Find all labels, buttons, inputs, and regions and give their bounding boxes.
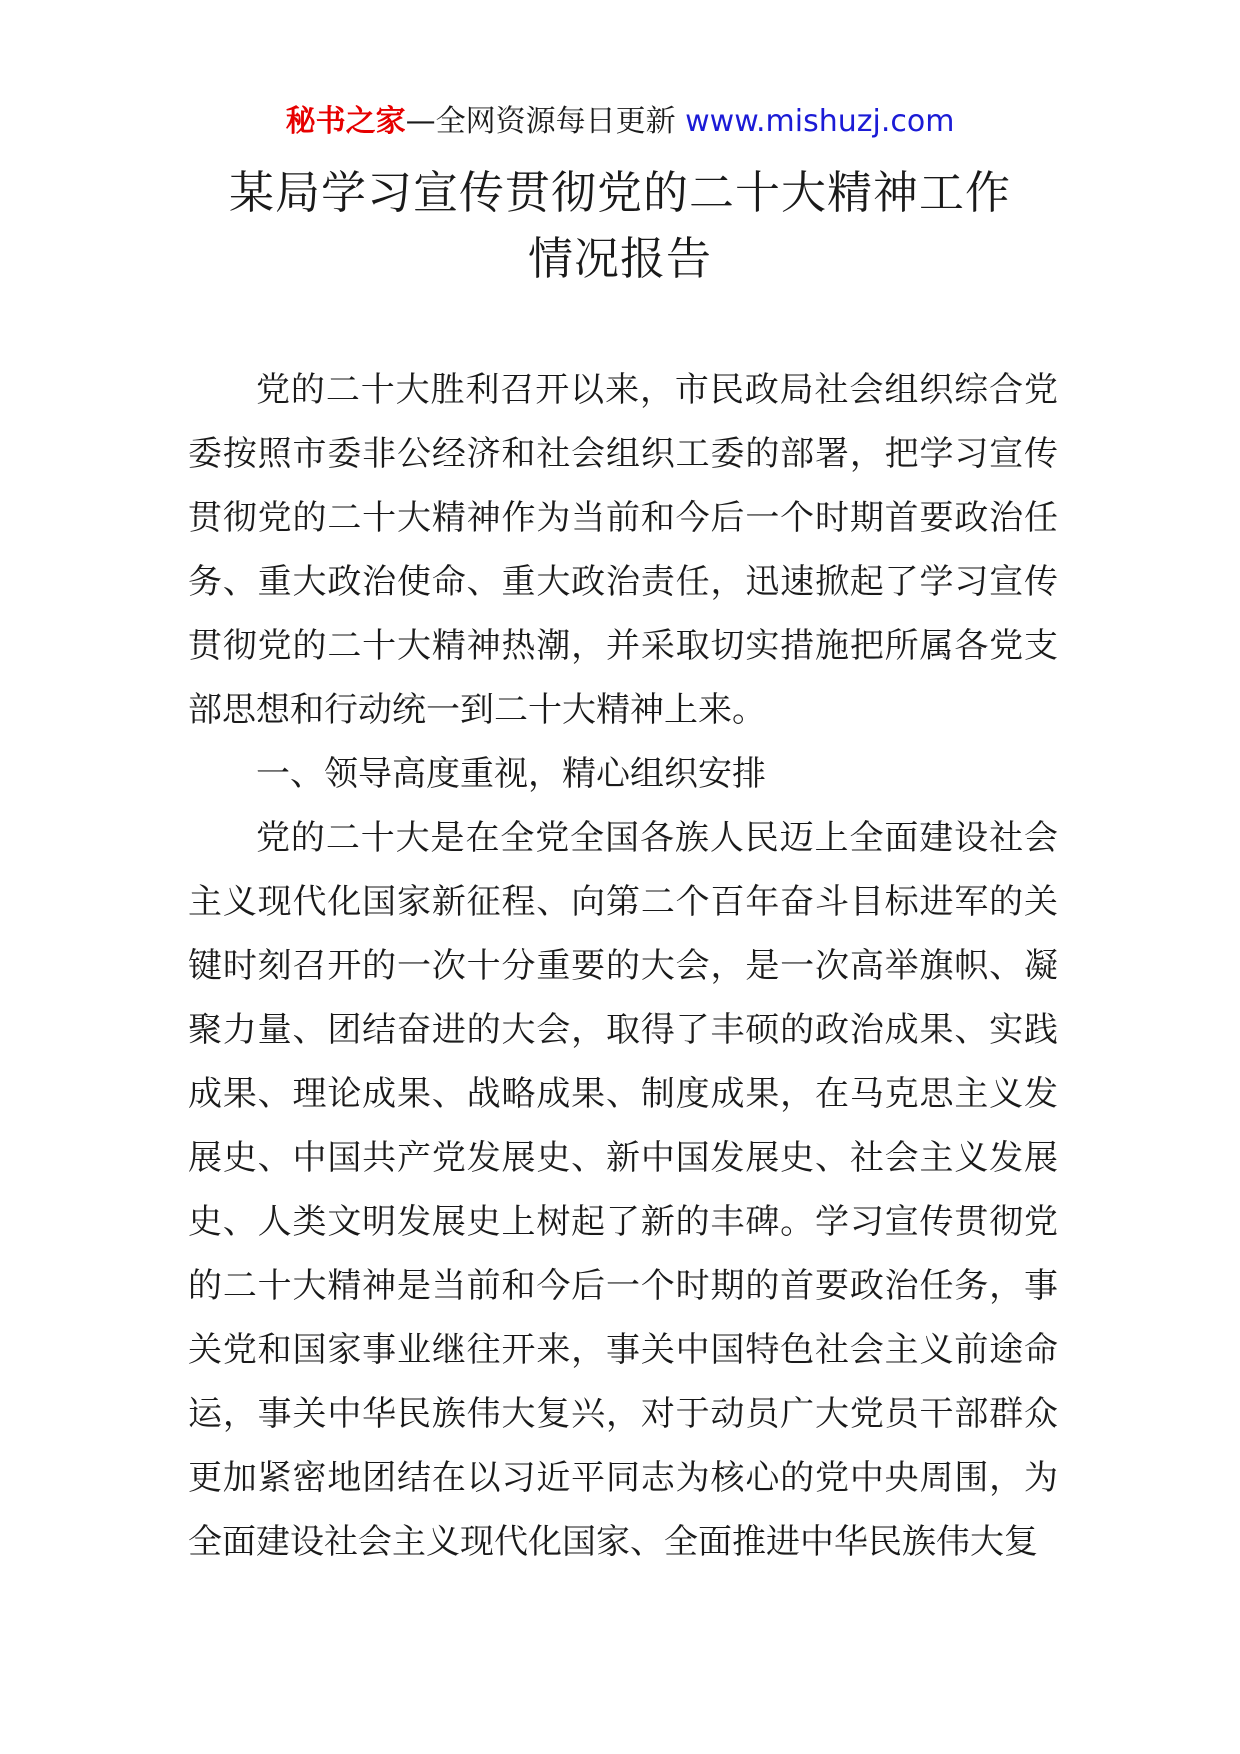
- section-heading-1: 一、领导高度重视，精心组织安排: [256, 754, 766, 794]
- document-title: [0, 160, 1240, 292]
- title-line-1: 某局学习宣传贯彻党的二十大精神工作: [228, 166, 1011, 219]
- brand-name: 秘书之家: [285, 104, 406, 139]
- header-tagline: —全网资源每日更新: [405, 104, 686, 139]
- title-line-2: 情况报告: [527, 232, 712, 285]
- site-url-link[interactable]: www.mishuzj.com: [685, 104, 955, 139]
- document-body: [188, 358, 1058, 1574]
- paragraph-intro: 党的二十大胜利召开以来，市民政局社会组织综合党委按照市委非公经济和社会组织工委的部署，把学习宣传贯彻党的二十大精神作为当前和今后一个时期首要政治任务、重大政治使命、重大政治责任，迅速掀起了学习宣传贯彻党的二十大精神热潮，并采取切实措施把所属各党支部思想和行动统一到二十大精神上来。: [188, 370, 1058, 730]
- paragraph-section-1: 党的二十大是在全党全国各族人民迈上全面建设社会主义现代化国家新征程、向第二个百年奋斗目标进军的关键时刻召开的一次十分重要的大会，是一次高举旗帜、凝聚力量、团结奋进的大会，取得了丰硕的政治成果、实践成果、理论成果、战略成果、制度成果，在马克思主义发展史、中国共产党发展史、新中国发展史、社会主义发展史、人类文明发展史上树起了新的丰碑。学习宣传贯彻党的二十大精神是当前和今后一个时期的首要政治任务，事关党和国家事业继往开来，事关中国特色社会主义前途命运，事关中华民族伟大复兴，对于动员广大党员干部群众更加紧密地团结在以习近平同志为核心的党中央周围，为全面建设社会主义现代化国家、全面推进中华民族伟大复: [188, 818, 1058, 1562]
- site-header: [0, 100, 1240, 144]
